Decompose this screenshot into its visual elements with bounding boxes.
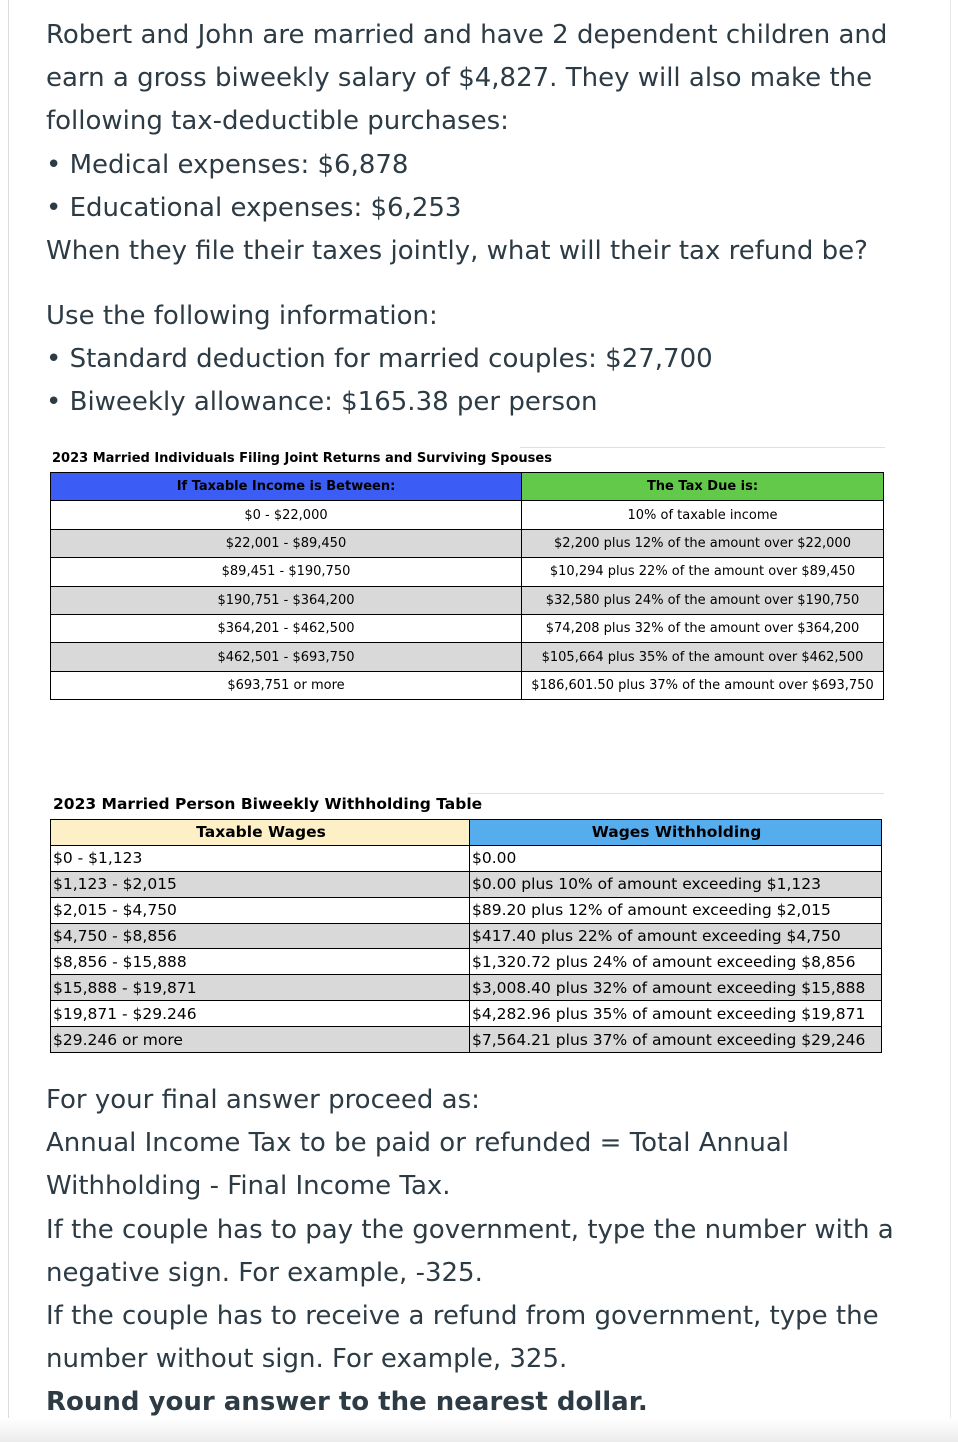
table-row — [51, 1001, 882, 1027]
withholding-cell: $0.00 — [470, 845, 882, 871]
purchase-item-educational — [46, 187, 926, 230]
problem-statement — [46, 14, 926, 273]
content-border-right — [950, 0, 951, 1442]
table-header-row — [51, 820, 882, 846]
bullet-icon: • — [46, 149, 62, 180]
intro-line: Robert and John are married and have 2 dependent children and — [46, 20, 888, 50]
instruction-line: number without sign. For example, 325. — [46, 1344, 568, 1375]
table-row — [51, 975, 882, 1001]
page-bottom-shadow — [0, 1418, 958, 1442]
rounding-instruction: Round your answer to the nearest dollar. — [46, 1387, 648, 1418]
table-row — [51, 643, 884, 671]
intro-line: earn a gross biweekly salary of $4,827. They will also make the — [46, 63, 873, 94]
info-item-label: Standard deduction for married couples: $27,700 — [69, 344, 713, 375]
header-taxable-wages: Taxable Wages — [51, 820, 470, 846]
question-text: When they file their taxes jointly, what will their tax refund be? — [46, 236, 868, 267]
table-row — [51, 501, 884, 529]
tax-due-cell: $32,580 plus 24% of the amount over $190,750 — [522, 586, 884, 614]
answer-instructions — [46, 1079, 926, 1425]
income-range-cell: $364,201 - $462,500 — [51, 614, 522, 642]
info-heading: Use the following information: — [46, 301, 438, 331]
withholding-cell: $417.40 plus 22% of amount exceeding $4,750 — [470, 923, 882, 949]
table-row — [51, 897, 882, 923]
withholding-table — [50, 819, 882, 1053]
info-item-allowance — [46, 381, 926, 424]
table-row — [51, 586, 884, 614]
tax-due-cell: $2,200 plus 12% of the amount over $22,000 — [522, 529, 884, 557]
purchase-item-label: Educational expenses: $6,253 — [69, 192, 462, 223]
table-header-row — [51, 473, 884, 501]
purchase-item-medical — [46, 144, 926, 187]
tax-table-caption: 2023 Married Individuals Filing Joint Returns and Surviving Spouses — [52, 451, 552, 466]
instruction-line: Annual Income Tax to be paid or refunded = Total Annual — [46, 1128, 790, 1159]
income-range-cell: $190,751 - $364,200 — [51, 586, 522, 614]
instruction-line: For your final answer proceed as: — [46, 1085, 480, 1115]
tax-due-cell: $10,294 plus 22% of the amount over $89,450 — [522, 558, 884, 586]
tax-rate-table — [50, 472, 884, 700]
wage-range-cell: $1,123 - $2,015 — [51, 871, 470, 897]
table-row — [51, 1027, 882, 1053]
tax-due-cell: $105,664 plus 35% of the amount over $462,500 — [522, 643, 884, 671]
bullet-icon: • — [46, 344, 62, 375]
income-range-cell: $22,001 - $89,450 — [51, 529, 522, 557]
intro-line: following tax-deductible purchases: — [46, 106, 509, 137]
bullet-icon: • — [46, 387, 62, 418]
bullet-icon: • — [46, 192, 62, 223]
header-taxable-income: If Taxable Income is Between: — [51, 473, 522, 501]
header-tax-due: The Tax Due is: — [522, 473, 884, 501]
table-row — [51, 949, 882, 975]
wage-range-cell: $19,871 - $29.246 — [51, 1001, 470, 1027]
withholding-cell: $4,282.96 plus 35% of amount exceeding $19,871 — [470, 1001, 882, 1027]
withholding-cell: $3,008.40 plus 32% of amount exceeding $15,888 — [470, 975, 882, 1001]
info-item-label: Biweekly allowance: $165.38 per person — [69, 387, 598, 418]
table-row — [51, 845, 882, 871]
wage-range-cell: $4,750 - $8,856 — [51, 923, 470, 949]
instruction-line: If the couple has to receive a refund from government, type the — [46, 1301, 879, 1332]
wage-range-cell: $0 - $1,123 — [51, 845, 470, 871]
tax-table-top-rule — [520, 447, 885, 448]
instruction-line: If the couple has to pay the government, type the number with a — [46, 1214, 894, 1245]
tax-due-cell: 10% of taxable income — [522, 501, 884, 529]
withholding-table-top-rule — [468, 793, 884, 794]
table-row — [51, 558, 884, 586]
wage-range-cell: $15,888 - $19,871 — [51, 975, 470, 1001]
tax-due-cell: $186,601.50 plus 37% of the amount over $693,750 — [522, 671, 884, 699]
income-range-cell: $89,451 - $190,750 — [51, 558, 522, 586]
income-range-cell: $693,751 or more — [51, 671, 522, 699]
header-wages-withholding: Wages Withholding — [470, 820, 882, 846]
withholding-cell: $1,320.72 plus 24% of amount exceeding $8,856 — [470, 949, 882, 975]
withholding-cell: $89.20 plus 12% of amount exceeding $2,015 — [470, 897, 882, 923]
info-item-deduction — [46, 338, 926, 381]
content-border-left — [8, 0, 9, 1442]
withholding-table-caption: 2023 Married Person Biweekly Withholding Table — [53, 795, 483, 813]
wage-range-cell: $2,015 - $4,750 — [51, 897, 470, 923]
instruction-line: Withholding - Final Income Tax. — [46, 1171, 451, 1202]
table-row — [51, 923, 882, 949]
table-row — [51, 529, 884, 557]
wage-range-cell: $29.246 or more — [51, 1027, 470, 1053]
table-row — [51, 671, 884, 699]
instruction-line: negative sign. For example, -325. — [46, 1257, 483, 1288]
table-row — [51, 871, 882, 897]
purchase-item-label: Medical expenses: $6,878 — [69, 149, 409, 180]
wage-range-cell: $8,856 - $15,888 — [51, 949, 470, 975]
given-information — [46, 295, 926, 425]
withholding-cell: $0.00 plus 10% of amount exceeding $1,123 — [470, 871, 882, 897]
table-row — [51, 614, 884, 642]
income-range-cell: $0 - $22,000 — [51, 501, 522, 529]
tax-due-cell: $74,208 plus 32% of the amount over $364,200 — [522, 614, 884, 642]
income-range-cell: $462,501 - $693,750 — [51, 643, 522, 671]
withholding-cell: $7,564.21 plus 37% of amount exceeding $29,246 — [470, 1027, 882, 1053]
